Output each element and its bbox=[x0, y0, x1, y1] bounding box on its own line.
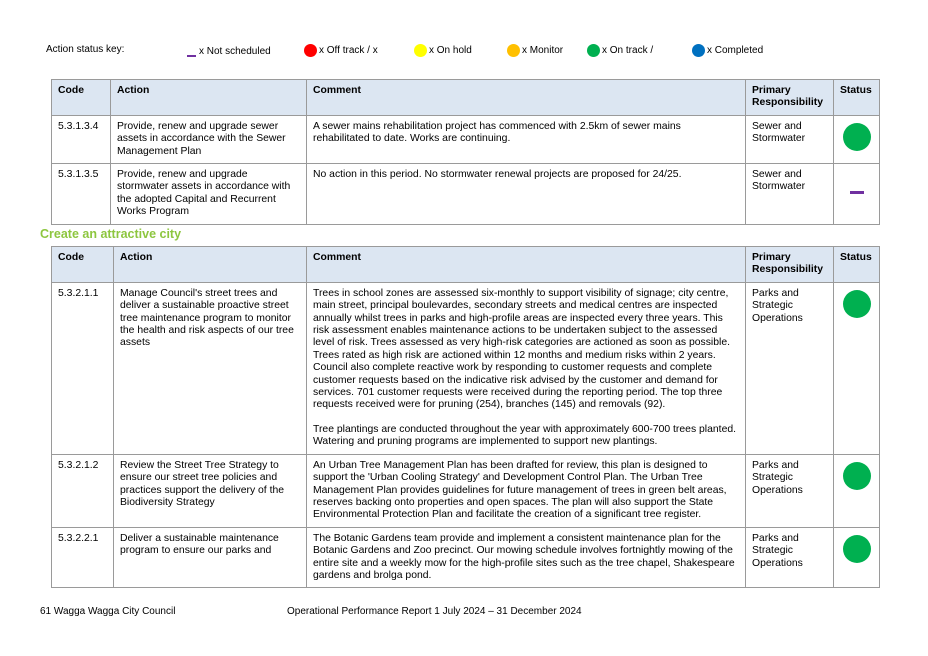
row-code: 5.3.2.1.2 bbox=[52, 454, 114, 527]
table-row bbox=[52, 115, 880, 163]
row-status bbox=[834, 164, 880, 225]
table-row bbox=[52, 164, 880, 225]
row-code: 5.3.1.3.4 bbox=[52, 115, 111, 163]
header-action: Action bbox=[114, 247, 307, 283]
section-title: Create an attractive city bbox=[40, 227, 182, 241]
completed-circle-icon bbox=[692, 44, 705, 57]
on-hold-circle-icon bbox=[414, 44, 427, 57]
table-row bbox=[52, 454, 880, 527]
off-track-circle-icon bbox=[304, 44, 317, 57]
actions-table-1 bbox=[51, 79, 880, 225]
status-key-completed: x Completed bbox=[692, 44, 763, 57]
table-header-row bbox=[52, 80, 880, 116]
row-comment: An Urban Tree Management Plan has been drafted for review, this plan is designed to support the 'Urban Cooling Strategy' and Development Control Plan. The Urban Tree Management Plan provides guidelines for future management of trees in green belt areas, reserves backing onto properties and open spaces. The plan will also support the State Environmental Protection Plan and facilitate the creation of a significant tree register. bbox=[307, 454, 746, 527]
row-action: Provide, renew and upgrade stormwater assets in accordance with the adopted Capital and Recurrent Works Program bbox=[111, 164, 307, 225]
status-key-monitor: x Monitor bbox=[507, 44, 563, 57]
header-comment: Comment bbox=[307, 80, 746, 116]
row-responsibility: Parks and Strategic Operations bbox=[746, 527, 834, 588]
header-status: Status bbox=[834, 80, 880, 116]
header-action: Action bbox=[111, 80, 307, 116]
on-track-status-icon bbox=[843, 462, 871, 490]
table-header-row bbox=[52, 247, 880, 283]
row-comment: A sewer mains rehabilitation project has commenced with 2.5km of sewer mains rehabilitated to date. Works are continuing. bbox=[307, 115, 746, 163]
row-status bbox=[834, 454, 880, 527]
monitor-circle-icon bbox=[507, 44, 520, 57]
status-key-not-scheduled: x Not scheduled bbox=[187, 46, 271, 57]
status-key-on-hold: x On hold bbox=[414, 44, 472, 57]
row-status bbox=[834, 527, 880, 588]
row-comment: Trees in school zones are assessed six-monthly to support visibility of signage; city centre, main street, principal boulevardes, secondary streets and medical centres are inspected annually whilst trees in parks and high-profile areas are inspected every three years. This risk assessment enables maintenance actions to be undertaken subject to the assessed level of risk. Trees assessed as very high-risk categories are actioned as soon as possible. Trees rated as high risk are actioned within 12 months and medium risks within 2 years. Council also complete reactive work by responding to customer requests and complete customer requests based on the indicative risk advised by the customer and demand for services. 701 customer requests were received during the reporting period. The top three requests received were for pruning (254), branches (145) and removals (92). Tree plantings are conducted throughout the year with approximately 600-700 trees planted. Watering and pruning programs are implemented to support new plantings. bbox=[307, 282, 746, 454]
row-status bbox=[834, 115, 880, 163]
status-key bbox=[0, 44, 928, 62]
header-code: Code bbox=[52, 80, 111, 116]
row-responsibility: Parks and Strategic Operations bbox=[746, 282, 834, 454]
status-key-on-track: x On track / bbox=[587, 44, 653, 57]
row-comment: No action in this period. No stormwater renewal projects are proposed for 24/25. bbox=[307, 164, 746, 225]
row-status bbox=[834, 282, 880, 454]
not-scheduled-status-icon bbox=[850, 191, 864, 194]
row-code: 5.3.2.2.1 bbox=[52, 527, 114, 588]
status-key-off-track: x Off track / x bbox=[304, 44, 378, 57]
row-action: Provide, renew and upgrade sewer assets in accordance with the Sewer Management Plan bbox=[111, 115, 307, 163]
header-responsibility: Primary Responsibility bbox=[746, 247, 834, 283]
footer-page-org: 61 Wagga Wagga City Council bbox=[40, 606, 176, 617]
header-code: Code bbox=[52, 247, 114, 283]
row-code: 5.3.2.1.1 bbox=[52, 282, 114, 454]
table-row bbox=[52, 527, 880, 588]
row-action: Manage Council's street trees and deliver a sustainable proactive street tree maintenance program to monitor the health and risk aspects of our tree assets bbox=[114, 282, 307, 454]
on-track-status-icon bbox=[843, 123, 871, 151]
row-code: 5.3.1.3.5 bbox=[52, 164, 111, 225]
header-status: Status bbox=[834, 247, 880, 283]
row-comment: The Botanic Gardens team provide and implement a consistent maintenance plan for the Botanic Gardens and Zoo precinct. Our mowing schedule involves fortnightly mowing of the entire site and a weekly mow for the high-profile sites such as the tree chapel, Shakespeare gardens and brolga pond. bbox=[307, 527, 746, 588]
row-action: Deliver a sustainable maintenance program to ensure our parks and bbox=[114, 527, 307, 588]
header-responsibility: Primary Responsibility bbox=[746, 80, 834, 116]
row-responsibility: Sewer and Stormwater bbox=[746, 115, 834, 163]
footer-report-title: Operational Performance Report 1 July 2024 – 31 December 2024 bbox=[287, 606, 582, 617]
not-scheduled-dash-icon bbox=[187, 55, 196, 57]
status-key-label: Action status key: bbox=[46, 44, 125, 55]
on-track-status-icon bbox=[843, 535, 871, 563]
row-responsibility: Parks and Strategic Operations bbox=[746, 454, 834, 527]
header-comment: Comment bbox=[307, 247, 746, 283]
on-track-circle-icon bbox=[587, 44, 600, 57]
on-track-status-icon bbox=[843, 290, 871, 318]
row-responsibility: Sewer and Stormwater bbox=[746, 164, 834, 225]
table-row bbox=[52, 282, 880, 454]
actions-table-2 bbox=[51, 246, 880, 588]
row-action: Review the Street Tree Strategy to ensure our street tree policies and practices support the delivery of the Biodiversity Strategy bbox=[114, 454, 307, 527]
